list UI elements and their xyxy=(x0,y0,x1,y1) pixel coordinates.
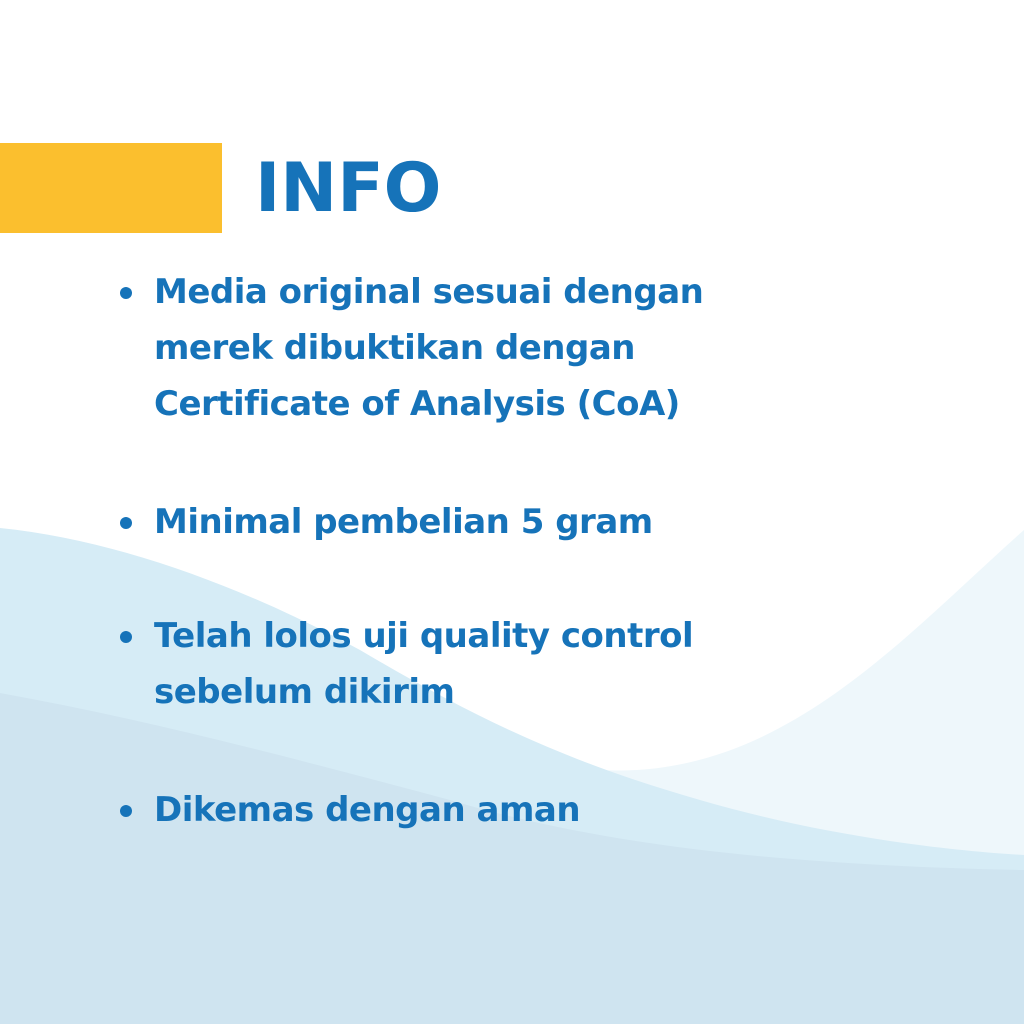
list-item-text: sebelum dikirim xyxy=(154,672,455,712)
list-item-text: Minimal pembelian 5 gram xyxy=(154,502,653,542)
list-item-text: Telah lolos uji quality control xyxy=(154,616,694,656)
list-item-text: merek dibuktikan dengan xyxy=(154,328,636,368)
list-item-text: Dikemas dengan aman xyxy=(154,790,581,830)
list-item xyxy=(118,264,878,432)
list-item-text: Certificate of Analysis (CoA) xyxy=(154,384,680,424)
list-item-text: Media original sesuai dengan xyxy=(154,272,704,312)
page-title: INFO xyxy=(255,149,442,228)
bullet-icon xyxy=(120,517,132,529)
bullet-icon xyxy=(120,631,132,643)
bullet-icon xyxy=(120,805,132,817)
list-item xyxy=(118,608,878,720)
accent-bar xyxy=(0,143,222,233)
list-item xyxy=(118,494,878,550)
list-item xyxy=(118,782,878,838)
info-list xyxy=(118,264,878,838)
bullet-icon xyxy=(120,287,132,299)
